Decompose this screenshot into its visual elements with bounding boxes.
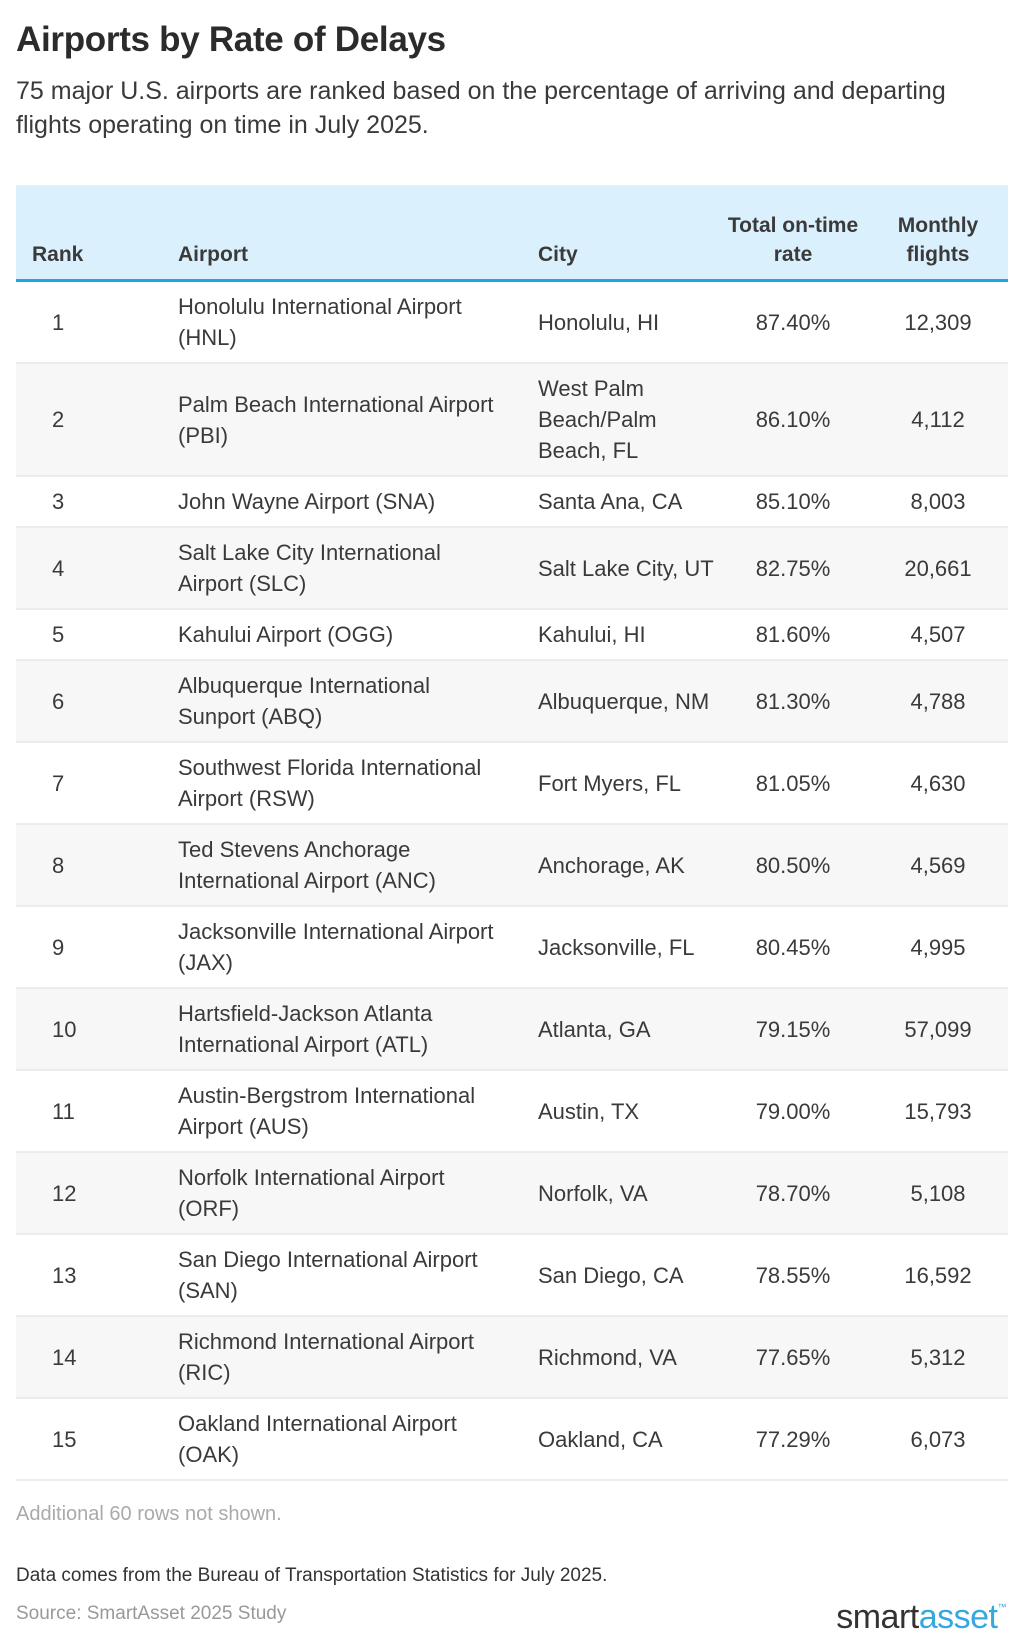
cell-flights: 16,592 [868, 1234, 1008, 1316]
cell-rank: 1 [16, 281, 178, 364]
logo-trademark: ™ [997, 1602, 1006, 1612]
cell-city: Kahului, HI [508, 609, 718, 660]
cell-rank: 13 [16, 1234, 178, 1316]
cell-rank: 2 [16, 363, 178, 476]
cell-city: Norfolk, VA [508, 1152, 718, 1234]
cell-rate: 85.10% [718, 476, 868, 527]
cell-rate: 80.50% [718, 824, 868, 906]
cell-rate: 81.60% [718, 609, 868, 660]
table-row [16, 527, 1008, 609]
cell-airport: Austin-Bergstrom International Airport (AUS) [178, 1070, 508, 1152]
cell-flights: 4,995 [868, 906, 1008, 988]
page-subtitle: 75 major U.S. airports are ranked based on the percentage of arriving and departing flights operating on time in July 2025. [16, 77, 946, 139]
source-credit: Source: SmartAsset 2025 Study [16, 1603, 287, 1624]
cell-airport: Ted Stevens Anchorage International Airport (ANC) [178, 824, 508, 906]
cell-rank: 4 [16, 527, 178, 609]
table-row [16, 281, 1008, 364]
column-header-rank: Rank [16, 185, 178, 281]
logo-smart: smart [836, 1598, 919, 1636]
cell-rank: 3 [16, 476, 178, 527]
cell-flights: 8,003 [868, 476, 1008, 527]
page-title: Airports by Rate of Delays [16, 20, 446, 59]
table-row [16, 660, 1008, 742]
cell-rate: 82.75% [718, 527, 868, 609]
cell-city: Richmond, VA [508, 1316, 718, 1398]
cell-city: Santa Ana, CA [508, 476, 718, 527]
table-row [16, 906, 1008, 988]
cell-airport: Jacksonville International Airport (JAX) [178, 906, 508, 988]
rows-not-shown-note: Additional 60 rows not shown. [16, 1503, 282, 1525]
logo-asset: asset [918, 1598, 998, 1636]
cell-flights: 57,099 [868, 988, 1008, 1070]
cell-flights: 12,309 [868, 281, 1008, 364]
cell-airport: Oakland International Airport (OAK) [178, 1398, 508, 1480]
column-header-airport: Airport [178, 185, 508, 281]
cell-airport: Richmond International Airport (RIC) [178, 1316, 508, 1398]
cell-airport: Norfolk International Airport (ORF) [178, 1152, 508, 1234]
cell-rank: 12 [16, 1152, 178, 1234]
cell-rate: 81.05% [718, 742, 868, 824]
airports-table [16, 185, 1008, 1481]
cell-airport: Honolulu International Airport (HNL) [178, 281, 508, 364]
cell-rank: 7 [16, 742, 178, 824]
cell-airport: Palm Beach International Airport (PBI) [178, 363, 508, 476]
data-source-note: Data comes from the Bureau of Transportation Statistics for July 2025. [16, 1565, 608, 1586]
table-row [16, 1398, 1008, 1480]
cell-city: Oakland, CA [508, 1398, 718, 1480]
cell-rate: 80.45% [718, 906, 868, 988]
cell-flights: 6,073 [868, 1398, 1008, 1480]
cell-rank: 14 [16, 1316, 178, 1398]
cell-city: Fort Myers, FL [508, 742, 718, 824]
cell-city: Jacksonville, FL [508, 906, 718, 988]
cell-city: Salt Lake City, UT [508, 527, 718, 609]
cell-rank: 6 [16, 660, 178, 742]
cell-rate: 79.00% [718, 1070, 868, 1152]
cell-rate: 86.10% [718, 363, 868, 476]
cell-flights: 4,507 [868, 609, 1008, 660]
cell-rank: 15 [16, 1398, 178, 1480]
cell-rate: 77.29% [718, 1398, 868, 1480]
cell-airport: Hartsfield-Jackson Atlanta International Airport (ATL) [178, 988, 508, 1070]
cell-rate: 78.55% [718, 1234, 868, 1316]
cell-airport: Salt Lake City International Airport (SLC) [178, 527, 508, 609]
column-header-rate: Total on-time rate [718, 185, 868, 281]
cell-flights: 15,793 [868, 1070, 1008, 1152]
column-header-flights: Monthly flights [868, 185, 1008, 281]
cell-rank: 9 [16, 906, 178, 988]
table-row [16, 1070, 1008, 1152]
cell-rank: 11 [16, 1070, 178, 1152]
table-row [16, 1234, 1008, 1316]
table-row [16, 1316, 1008, 1398]
cell-flights: 5,108 [868, 1152, 1008, 1234]
cell-airport: San Diego International Airport (SAN) [178, 1234, 508, 1316]
cell-city: Austin, TX [508, 1070, 718, 1152]
cell-airport: Albuquerque International Sunport (ABQ) [178, 660, 508, 742]
cell-rank: 5 [16, 609, 178, 660]
cell-airport: Southwest Florida International Airport (RSW) [178, 742, 508, 824]
cell-rate: 81.30% [718, 660, 868, 742]
cell-flights: 4,112 [868, 363, 1008, 476]
cell-rate: 87.40% [718, 281, 868, 364]
cell-flights: 5,312 [868, 1316, 1008, 1398]
cell-airport: John Wayne Airport (SNA) [178, 476, 508, 527]
table-row [16, 476, 1008, 527]
table-header-row [16, 185, 1008, 281]
cell-flights: 4,569 [868, 824, 1008, 906]
cell-airport: Kahului Airport (OGG) [178, 609, 508, 660]
cell-rate: 79.15% [718, 988, 868, 1070]
table-row [16, 742, 1008, 824]
cell-flights: 4,630 [868, 742, 1008, 824]
smartasset-logo [836, 1598, 1006, 1637]
table-row [16, 988, 1008, 1070]
cell-city: Atlanta, GA [508, 988, 718, 1070]
cell-flights: 20,661 [868, 527, 1008, 609]
cell-rank: 10 [16, 988, 178, 1070]
table-row [16, 363, 1008, 476]
cell-city: Albuquerque, NM [508, 660, 718, 742]
table-row [16, 824, 1008, 906]
column-header-city: City [508, 185, 718, 281]
cell-flights: 4,788 [868, 660, 1008, 742]
table-row [16, 609, 1008, 660]
cell-rate: 77.65% [718, 1316, 868, 1398]
cell-rate: 78.70% [718, 1152, 868, 1234]
cell-city: San Diego, CA [508, 1234, 718, 1316]
cell-city: Anchorage, AK [508, 824, 718, 906]
table-row [16, 1152, 1008, 1234]
cell-rank: 8 [16, 824, 178, 906]
cell-city: West Palm Beach/Palm Beach, FL [508, 363, 718, 476]
cell-city: Honolulu, HI [508, 281, 718, 364]
